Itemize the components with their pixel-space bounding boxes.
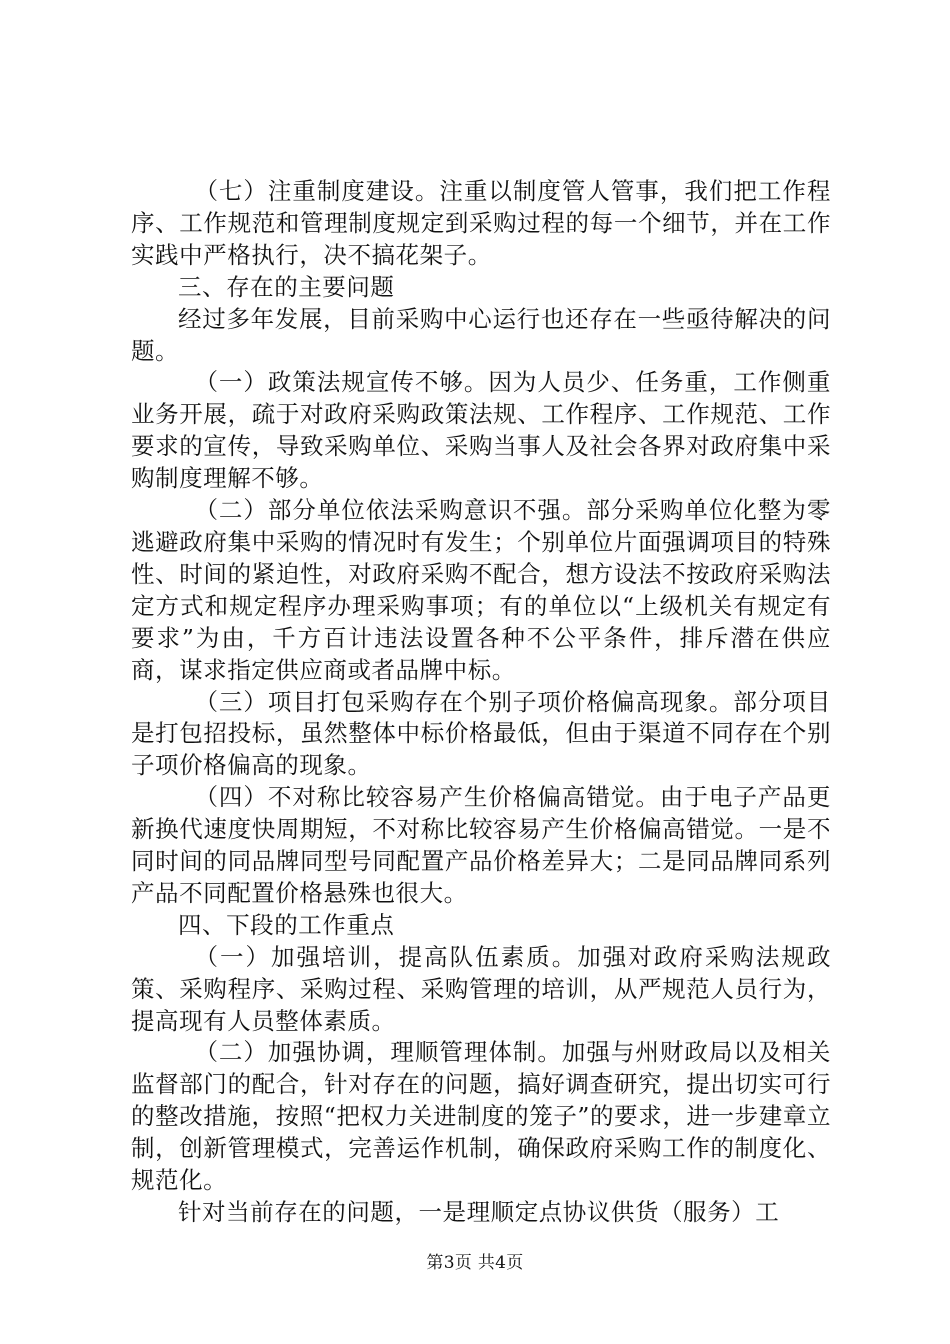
paragraph-coordination: （二）加强协调，理顺管理体制。加强与州财政局以及相关监督部门的配合，针对存在的问题，搞好调查研究，提出切实可行的整改措施，按照“把权力关进制度的笼子”的要求，进一步建章立制，创新管理模式，完善运作机制，确保政府采购工作的制度化、规范化。 bbox=[131, 1038, 831, 1195]
heading-main-problems: 三、存在的主要问题 bbox=[178, 272, 395, 301]
paragraph-training: （一）加强培训，提高队伍素质。加强对政府采购法规政策、采购程序、采购过程、采购管理的培训，从严规范人员行为，提高现有人员整体素质。 bbox=[131, 942, 831, 1035]
page-number-footer: 第3页 共4页 bbox=[426, 1253, 524, 1273]
paragraph-procurement-awareness: （二）部分单位依法采购意识不强。部分采购单位化整为零逃避政府集中采购的情况时有发生；个别单位片面强调项目的特殊性、时间的紧迫性，对政府采购不配合，想方设法不按政府采购法定方式和规定程序办理采购事项；有的单位以“上级机关有规定有要求”为由，千方百计违法设置各种不公平条件，排斥潜在供应商，谋求指定供应商或者品牌中标。 bbox=[131, 496, 831, 684]
paragraph-problems-intro: 经过多年发展，目前采购中心运行也还存在一些亟待解决的问题。 bbox=[131, 304, 831, 365]
paragraph-policy-publicity: （一）政策法规宣传不够。因为人员少、任务重，工作侧重业务开展，疏于对政府采购政策法规、工作程序、工作规范、工作要求的宣传，导致采购单位、采购当事人及社会各界对政府集中采购制度理解不够。 bbox=[131, 368, 831, 493]
document-body bbox=[131, 176, 831, 1229]
paragraph-bundled-procurement: （三）项目打包采购存在个别子项价格偏高现象。部分项目是打包招投标，虽然整体中标价格最低，但由于渠道不同存在个别子项价格偏高的现象。 bbox=[131, 687, 831, 780]
paragraph-system-building: （七）注重制度建设。注重以制度管人管事，我们把工作程序、工作规范和管理制度规定到采购过程的每一个细节，并在工作实践中严格执行，决不搞花架子。 bbox=[131, 177, 831, 269]
paragraph-asymmetric-comparison: （四）不对称比较容易产生价格偏高错觉。由于电子产品更新换代速度快周期短，不对称比较容易产生价格偏高错觉。一是不同时间的同品牌同型号同配置产品价格差异大；二是同品牌同系列产品不同配置价格悬殊也很大。 bbox=[131, 783, 831, 907]
heading-next-priorities: 四、下段的工作重点 bbox=[178, 910, 395, 939]
paragraph-current-issues: 针对当前存在的问题，一是理顺定点协议供货（服务）工 bbox=[178, 1198, 780, 1226]
